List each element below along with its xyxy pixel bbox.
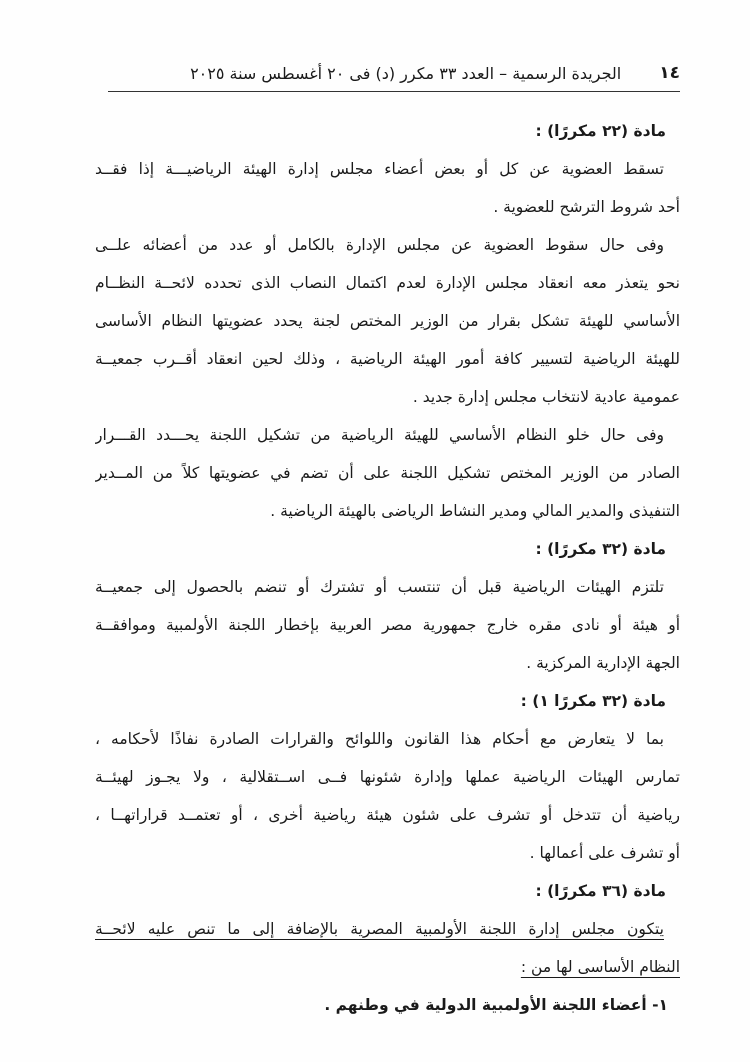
text-line: التنفيذى والمدير المالي ومدير النشاط الرياضى بالهيئة الرياضية . — [270, 502, 680, 520]
text-line: أحد شروط الترشح للعضوية . — [493, 198, 680, 216]
text-line: تمارس الهيئات الرياضية عملها وإدارة شئونها فــى اســتقلالية ، ولا يجـوز لهيئــة — [95, 768, 680, 786]
article-heading: مادة (٣٦ مكررًا) : — [535, 882, 666, 900]
text-line: الجهة الإدارية المركزية . — [526, 654, 680, 672]
text-line: عمومية عادية لانتخاب مجلس إدارة جديد . — [412, 388, 680, 406]
list-item: ١- أعضاء اللجنة الأولمبية الدولية في وطنهم . — [324, 996, 668, 1014]
article-heading: مادة (٣٢ مكررًا ١) : — [520, 692, 666, 710]
text-line: الأساسي للهيئة تشكل بقرار من الوزير المختص لجنة يحدد عضويتها النظام الأساسى — [95, 312, 680, 330]
text-line: رياضية أن تتدخل أو تشرف على شئون هيئة رياضية أخرى ، أو تعتمــد قراراتهــا ، — [95, 806, 680, 824]
underlined-text-line: يتكون مجلس إدارة اللجنة الأولمبية المصرية بالإضافة إلى ما تنص عليه لائحــة — [95, 920, 664, 938]
header-rule — [108, 91, 680, 92]
article-heading: مادة (٢٢ مكررًا) : — [535, 122, 666, 140]
text-line: الصادر من الوزير المختص تشكيل اللجنة على أن تضم في عضويتها كلاً من المــدير — [95, 464, 680, 482]
text-line-wrapper — [95, 948, 680, 986]
gazette-title: الجريدة الرسمية – العدد ٣٣ مكرر (د) فى ٢٠ أغسطس سنة ٢٠٢٥ — [190, 63, 622, 83]
text-line: وفى حال سقوط العضوية عن مجلس الإدارة بالكامل أو عدد من أعضائه علــى — [95, 236, 664, 254]
page-number: ١٤ — [659, 63, 680, 83]
text-line: بما لا يتعارض مع أحكام هذا القانون واللوائح والقرارات الصادرة نفاذًا لأحكامه ، — [95, 730, 664, 748]
document-body — [95, 112, 680, 1024]
text-line: وفى حال خلو النظام الأساسي للهيئة الرياضية من تشكيل اللجنة يحـــدد القـــرار — [95, 426, 664, 444]
text-line: أو هيئة أو نادى مقره خارج جمهورية مصر العربية بإخطار اللجنة الأولمبية وموافقــة — [95, 616, 680, 634]
page-header — [108, 58, 680, 88]
text-line: نحو يتعذر معه انعقاد مجلس الإدارة لعدم اكتمال النصاب الذى تحدده لائحــة النظــام — [95, 274, 680, 292]
underlined-text-line: النظام الأساسى لها من : — [520, 958, 680, 976]
text-line: أو تشرف على أعمالها . — [529, 844, 680, 862]
article-heading: مادة (٣٢ مكررًا) : — [535, 540, 666, 558]
text-line: تسقط العضوية عن كل أو بعض أعضاء مجلس إدارة الهيئة الرياضيـــة إذا فقــد — [95, 160, 664, 178]
text-line: للهيئة الرياضية لتسيير كافة أمور الهيئة الرياضية ، وذلك لحين انعقاد أقــرب جمعيــة — [95, 350, 680, 368]
text-line: تلتزم الهيئات الرياضية قبل أن تنتسب أو تشترك أو تنضم بالحصول إلى جمعيــة — [95, 578, 664, 596]
